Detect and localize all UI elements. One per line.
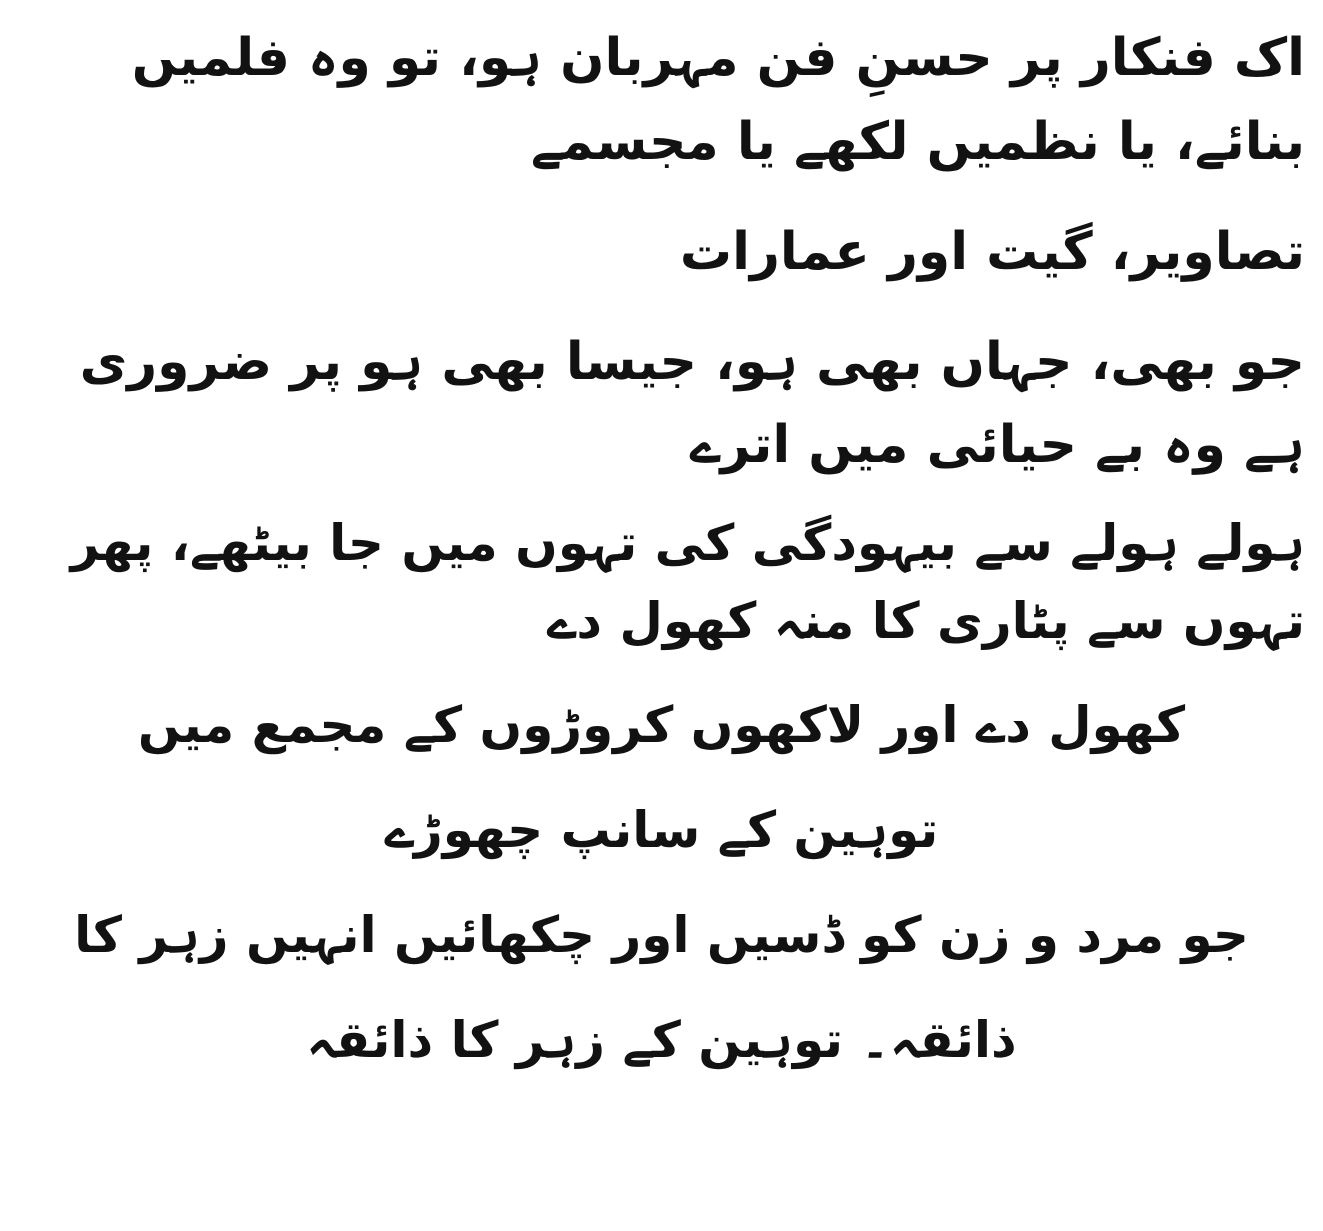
poem-line-3: جو بھی، جہاں بھی ہو، جیسا بھی ہو پر ضروری ہے وہ بے حیائی میں اترے bbox=[79, 331, 1305, 475]
poem-line-2: تصاویر، گیت اور عمارات bbox=[679, 222, 1305, 283]
poem-line-4: ہولے ہولے سے بیہودگی کی تہوں میں جا بیٹھے، پھر تہوں سے پٹاری کا منہ کھول دے bbox=[70, 514, 1305, 650]
poem-line-7: جو مرد و زن کو ڈسیں اور چکھائیں انہیں زہر کا bbox=[74, 906, 1249, 965]
poem-line-5: کھول دے اور لاکھوں کروڑوں کے مجمع میں bbox=[137, 696, 1186, 755]
poem-line-8: ذائقہ۔ توہین کے زہر کا ذائقہ bbox=[306, 1011, 1017, 1070]
poem-line-6: توہین کے سانپ چھوڑے bbox=[384, 801, 939, 860]
poem-line-1: اک فنکار پر حسنِ فن مہربان ہو، تو وہ فلمیں بنائے، یا نظمیں لکھے یا مجسمے bbox=[131, 28, 1305, 173]
